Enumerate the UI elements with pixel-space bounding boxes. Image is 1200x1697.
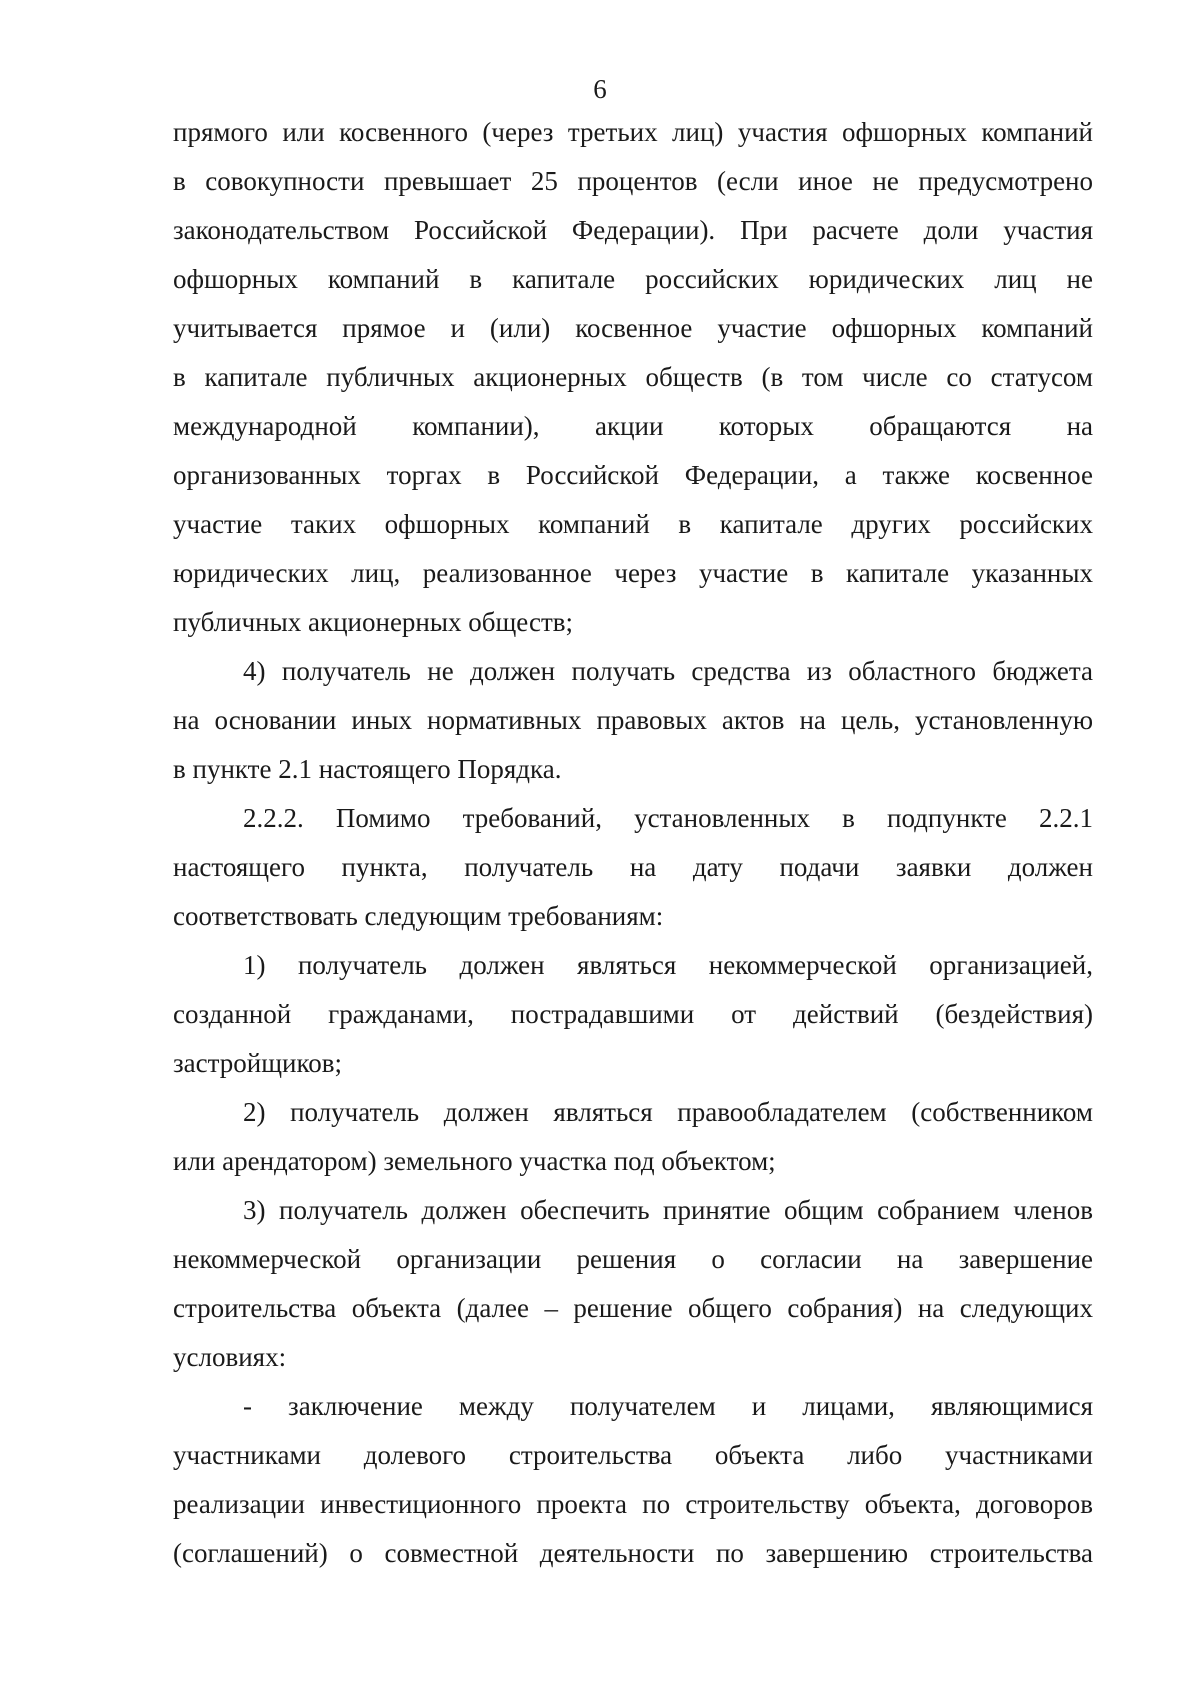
paragraph — [173, 1382, 1093, 1578]
text-line: - заключение между получателем и лицами, являющимися — [243, 1391, 1093, 1421]
page-number: 6 — [593, 74, 607, 104]
text-line: 1) получатель должен являться некоммерческой организацией, — [243, 950, 1093, 980]
text-line: 2.2.2. Помимо требований, установленных в подпункте 2.2.1 — [243, 803, 1093, 833]
text-line: в совокупности превышает 25 процентов (если иное не предусмотрено — [173, 166, 1093, 196]
paragraph — [173, 1088, 1093, 1186]
text-line: международной компании), акции которых обращаются на — [173, 411, 1093, 441]
text-line: 3) получатель должен обеспечить принятие общим собранием членов — [243, 1195, 1093, 1225]
text-line: некоммерческой организации решения о согласии на завершение — [173, 1244, 1093, 1274]
text-line: законодательством Российской Федерации). При расчете доли участия — [173, 215, 1093, 245]
text-line: организованных торгах в Российской Федерации, а также косвенное — [173, 460, 1093, 490]
text-line: настоящего пункта, получатель на дату подачи заявки должен — [173, 852, 1093, 882]
text-line: условиях: — [173, 1342, 287, 1372]
text-line: офшорных компаний в капитале российских юридических лиц не — [173, 264, 1093, 294]
text-line: в капитале публичных акционерных обществ (в том числе со статусом — [173, 362, 1093, 392]
text-line: 2) получатель должен являться правообладателем (собственником — [243, 1097, 1093, 1127]
text-line: прямого или косвенного (через третьих лиц) участия офшорных компаний — [173, 117, 1093, 147]
text-line: участниками долевого строительства объекта либо участниками — [173, 1440, 1093, 1470]
text-line: или арендатором) земельного участка под объектом; — [173, 1146, 776, 1176]
text-line: строительства объекта (далее – решение общего собрания) на следующих — [173, 1293, 1093, 1323]
text-line: учитывается прямое и (или) косвенное участие офшорных компаний — [173, 313, 1093, 343]
paragraph — [173, 794, 1093, 941]
text-line: на основании иных нормативных правовых актов на цель, установленную — [173, 705, 1093, 735]
text-line: (соглашений) о совместной деятельности по завершению строительства — [173, 1538, 1093, 1568]
paragraph — [173, 647, 1093, 794]
text-line: застройщиков; — [173, 1048, 342, 1078]
text-line: публичных акционерных обществ; — [173, 607, 573, 637]
paragraph — [173, 1186, 1093, 1382]
text-line: в пункте 2.1 настоящего Порядка. — [173, 754, 562, 784]
text-line: реализации инвестиционного проекта по строительству объекта, договоров — [173, 1489, 1093, 1519]
paragraph — [173, 941, 1093, 1088]
paragraph — [173, 108, 1093, 647]
text-line: созданной гражданами, пострадавшими от действий (бездействия) — [173, 999, 1093, 1029]
text-line: юридических лиц, реализованное через участие в капитале указанных — [173, 558, 1093, 588]
text-line: участие таких офшорных компаний в капитале других российских — [173, 509, 1093, 539]
text-line: 4) получатель не должен получать средства из областного бюджета — [243, 656, 1093, 686]
text-line: соответствовать следующим требованиям: — [173, 901, 664, 931]
document-body — [173, 108, 1093, 1578]
